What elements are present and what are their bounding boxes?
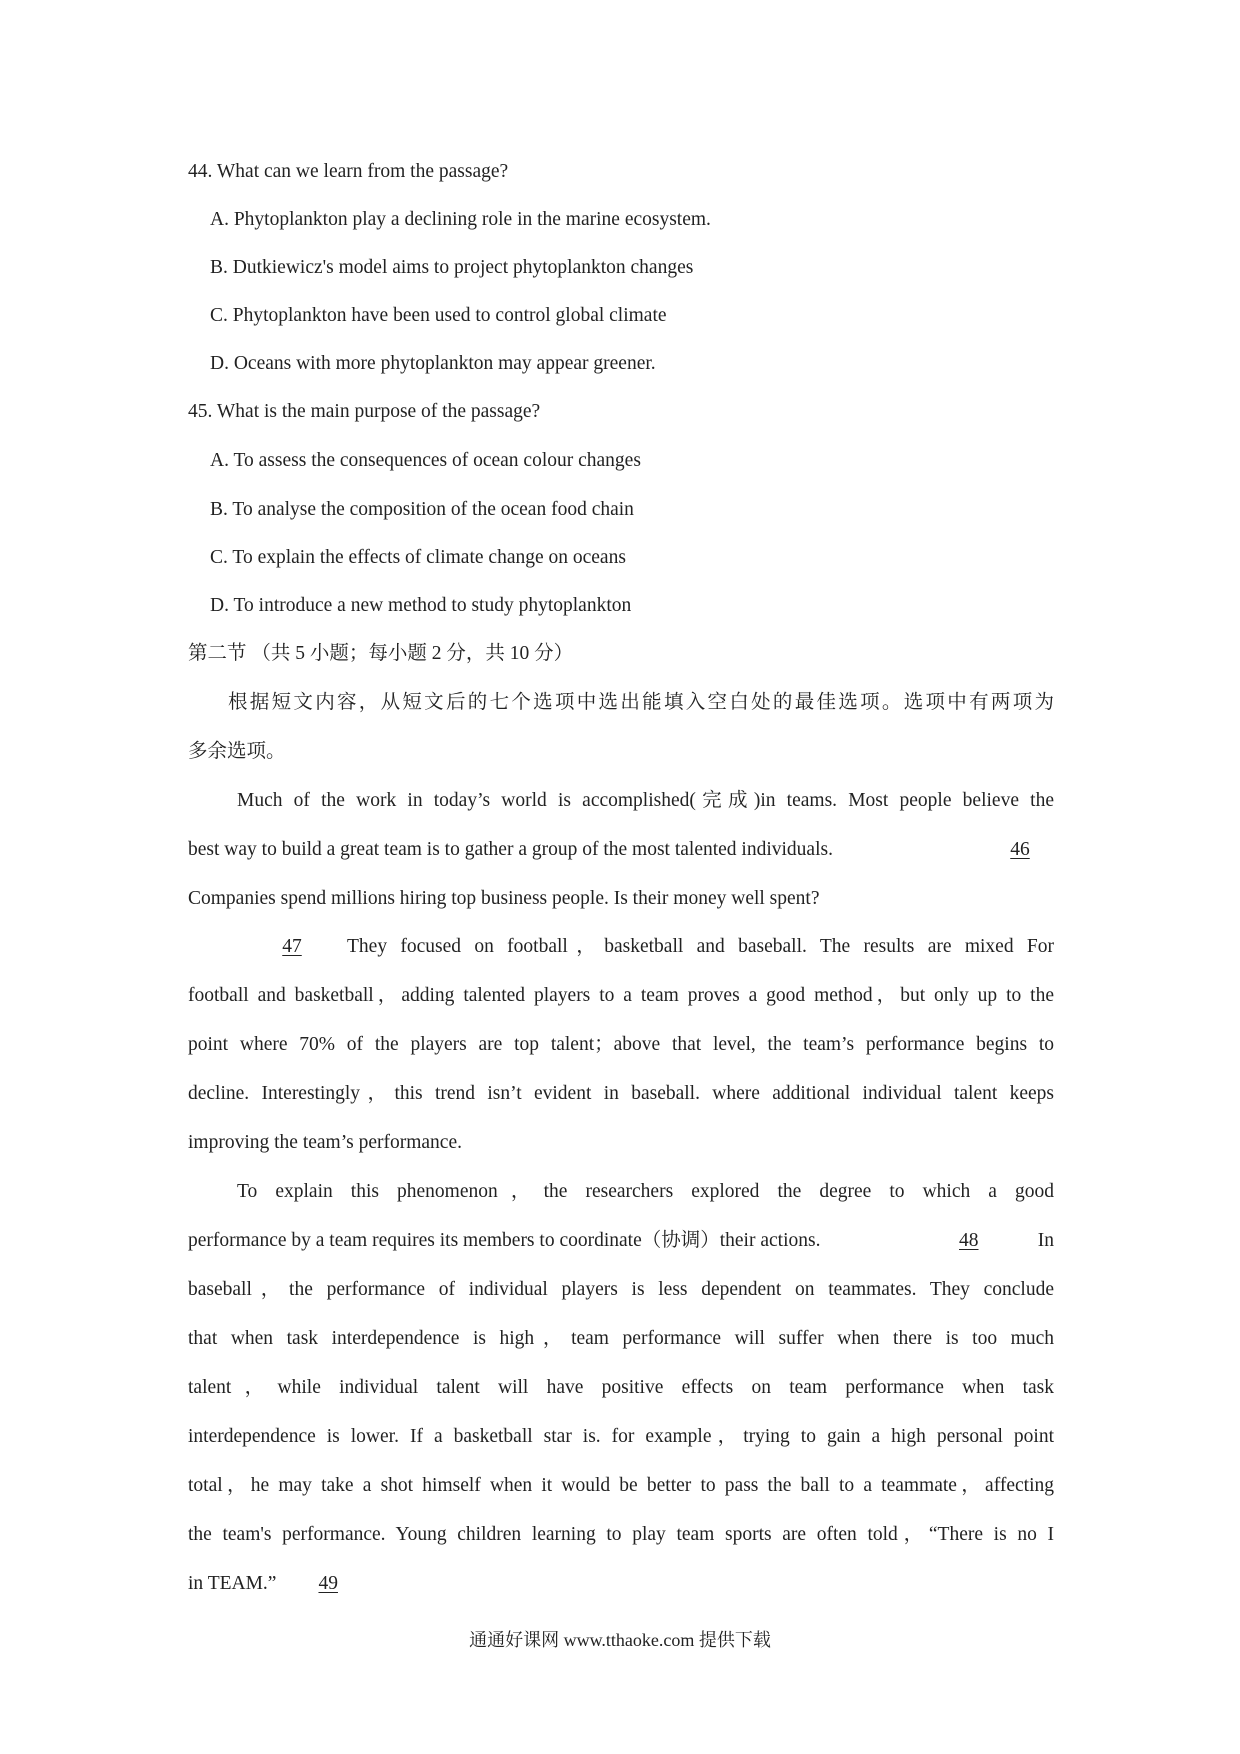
question-45-stem: 45. What is the main purpose of the passage?	[188, 401, 541, 422]
passage-p3-line-8: the team's performance. Young children learning to play team sports are often told，“There is no I	[188, 1524, 1054, 1545]
passage-p1-line-1: Much of the work in today’s world is accomplished(完成)in teams. Most people believe the	[237, 790, 1054, 811]
section-instruction-line-2: 多余选项。	[188, 741, 286, 762]
passage-p3-line-2-end: In	[1037, 1230, 1054, 1251]
question-45-option-c: C. To explain the effects of climate change on oceans	[210, 547, 626, 568]
question-44-option-a: A. Phytoplankton play a declining role in the marine ecosystem.	[210, 209, 711, 230]
blank-47: 47	[282, 936, 302, 957]
passage-p3-line-7: total，he may take a shot himself when it would be better to pass the ball to a teammate，affecting	[188, 1475, 1054, 1496]
question-44-stem: 44. What can we learn from the passage?	[188, 161, 509, 182]
passage-p3-line-5: talent，while individual talent will have positive effects on team performance when task	[188, 1377, 1054, 1398]
passage-p3-line-1: To explain this phenomenon，the researchers explored the degree to which a good	[237, 1181, 1054, 1202]
passage-p1-line-2-text: best way to build a great team is to gather a group of the most talented individuals.	[188, 839, 833, 860]
passage-p3-line-4: that when task interdependence is high，team performance will suffer when there is too much	[188, 1328, 1054, 1349]
section-heading: 第二节 （共 5 小题；每小题 2 分，共 10 分）	[188, 643, 574, 664]
passage-p3-line-9-text: in TEAM.”	[188, 1573, 277, 1594]
passage-p3-line-3: baseball，the performance of individual players is less dependent on teammates. They conclude	[188, 1279, 1054, 1300]
question-45-option-b: B. To analyse the composition of the ocean food chain	[210, 499, 634, 520]
passage-p3-line-2	[188, 1229, 1054, 1253]
passage-p3-line-2-text: performance by a team requires its members to coordinate（协调）their actions.	[188, 1230, 821, 1251]
blank-49: 49	[318, 1573, 338, 1594]
passage-p3-line-9	[188, 1572, 394, 1596]
section-instruction-line-1: 根据短文内容，从短文后的七个选项中选出能填入空白处的最佳选项。选项中有两项为	[228, 692, 1054, 713]
passage-p1-line-3: Companies spend millions hiring top business people. Is their money well spent?	[188, 888, 820, 909]
passage-p2-line-4: decline. Interestingly，this trend isn’t evident in baseball. where additional individual talent keeps	[188, 1083, 1054, 1104]
passage-p3-line-6: interdependence is lower. If a basketball star is. for example，trying to gain a high personal point	[188, 1426, 1054, 1447]
passage-p2-line-5: improving the team’s performance.	[188, 1132, 462, 1153]
blank-46: 46	[1010, 839, 1030, 860]
question-45-option-d: D. To introduce a new method to study phytoplankton	[210, 595, 632, 616]
blank-48: 48	[959, 1230, 979, 1251]
question-44-option-c: C. Phytoplankton have been used to control global climate	[210, 305, 667, 326]
passage-p2-line-1	[237, 935, 1054, 959]
passage-p1-line-2	[188, 838, 1054, 862]
page-footer: 通通好课网 www.tthaoke.com 提供下载	[469, 1630, 771, 1650]
question-44-option-b: B. Dutkiewicz's model aims to project phytoplankton changes	[210, 257, 694, 278]
passage-p2-line-1-text: They focused on football，basketball and baseball. The results are mixed For	[347, 936, 1054, 957]
passage-p2-line-3: point where 70% of the players are top talent；above that level, the team’s performance begins to	[188, 1034, 1054, 1055]
question-45-option-a: A. To assess the consequences of ocean colour changes	[210, 450, 641, 471]
passage-p2-line-2: football and basketball，adding talented players to a team proves a good method，but only up to the	[188, 985, 1054, 1006]
question-44-option-d: D. Oceans with more phytoplankton may appear greener.	[210, 353, 656, 374]
